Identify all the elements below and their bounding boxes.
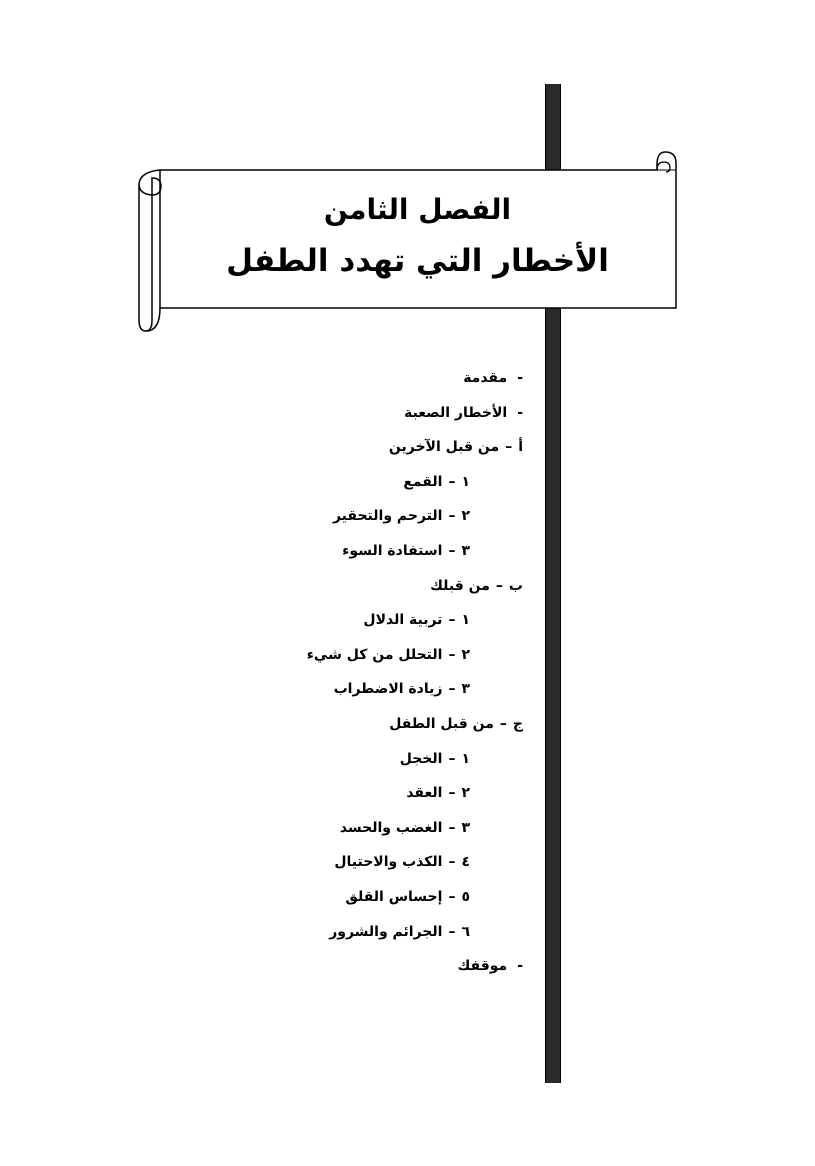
toc-item-text: من قبل الطفل bbox=[389, 716, 494, 732]
toc-item bbox=[340, 818, 470, 838]
toc-item bbox=[363, 610, 470, 630]
toc-item-text: مقدمة bbox=[463, 370, 508, 386]
scroll-banner-graphic bbox=[0, 0, 815, 340]
sign-pole-bottom bbox=[545, 303, 561, 1083]
toc-item bbox=[389, 714, 523, 734]
toc-item-number: ٤ bbox=[461, 854, 470, 870]
toc-item-text: التحلل من كل شيء bbox=[306, 647, 443, 663]
toc-item-number: ١ bbox=[461, 612, 470, 628]
chapter-label: الفصل الثامن bbox=[323, 193, 512, 226]
toc-item bbox=[403, 472, 470, 492]
toc-item-dash: – bbox=[448, 647, 456, 663]
toc-item-dash: – bbox=[448, 612, 456, 628]
toc-item-text: زيادة الاضطراب bbox=[333, 681, 443, 697]
toc-item bbox=[329, 922, 470, 942]
toc-item bbox=[463, 368, 523, 388]
toc-item-text: استفادة السوء bbox=[342, 543, 443, 559]
toc-item-dash: - bbox=[517, 370, 523, 386]
toc-item-text: موقفك bbox=[457, 958, 508, 974]
toc-item-dash: – bbox=[448, 854, 456, 870]
toc-item bbox=[345, 887, 470, 907]
toc-item-dash: – bbox=[448, 889, 456, 905]
toc-item-dash: - bbox=[517, 405, 523, 421]
toc-item bbox=[400, 749, 470, 769]
toc-item-text: العقد bbox=[406, 785, 443, 801]
toc-item bbox=[389, 437, 523, 457]
toc-item-text: من قبل الآخرين bbox=[388, 439, 500, 455]
toc-item-dash: – bbox=[448, 508, 456, 524]
toc-item-number: ١ bbox=[461, 474, 470, 490]
toc-item bbox=[334, 852, 470, 872]
toc-item-dash: – bbox=[448, 785, 456, 801]
toc-item-text: الخجل bbox=[399, 751, 443, 767]
toc-item-dash: – bbox=[448, 751, 456, 767]
toc-item-number: ٣ bbox=[461, 543, 470, 559]
toc-item-dash: – bbox=[448, 681, 456, 697]
toc-item-text: الترحم والتحقير bbox=[332, 508, 443, 524]
toc-item-text: الأخطار الصعبة bbox=[404, 405, 508, 421]
toc-item-number: أ bbox=[518, 439, 523, 455]
toc-item bbox=[342, 541, 470, 561]
toc-item-number: ٢ bbox=[461, 508, 470, 524]
toc-item-number: ٢ bbox=[461, 647, 470, 663]
toc-item-text: الغضب والحسد bbox=[339, 820, 443, 836]
toc-item-number: ٢ bbox=[461, 785, 470, 801]
toc-item-number: ج bbox=[512, 716, 523, 732]
toc-item-dash: – bbox=[448, 543, 456, 559]
toc-item bbox=[457, 956, 523, 976]
toc-item-dash: – bbox=[505, 439, 513, 455]
chapter-title: الأخطار التي تهدد الطفل bbox=[226, 243, 609, 279]
toc-item bbox=[430, 576, 523, 596]
toc-item-text: إحساس القلق bbox=[345, 889, 443, 905]
toc-item-text: تربية الدلال bbox=[363, 612, 443, 628]
toc-item-number: ب bbox=[508, 578, 523, 594]
toc-item-number: ١ bbox=[461, 751, 470, 767]
toc-item-number: ٣ bbox=[461, 820, 470, 836]
toc-item-text: من قبلك bbox=[430, 578, 490, 594]
toc-item-dash: – bbox=[448, 474, 456, 490]
toc-item-number: ٥ bbox=[461, 889, 470, 905]
toc-item bbox=[307, 645, 470, 665]
scroll-left-roll bbox=[139, 170, 161, 331]
toc-item-dash: – bbox=[499, 716, 507, 732]
toc-item-number: ٣ bbox=[461, 681, 470, 697]
toc-item bbox=[406, 783, 470, 803]
toc-item bbox=[334, 679, 470, 699]
toc-item-text: الكذب والاحتيال bbox=[334, 854, 443, 870]
scroll-banner-body bbox=[160, 152, 676, 308]
toc-item bbox=[333, 506, 470, 526]
toc-item bbox=[404, 403, 523, 423]
toc-item-text: الجرائم والشرور bbox=[329, 924, 443, 940]
toc-item-dash: – bbox=[448, 924, 456, 940]
toc-item-dash: – bbox=[495, 578, 503, 594]
toc-item-dash: - bbox=[517, 958, 523, 974]
toc-item-number: ٦ bbox=[461, 924, 470, 940]
toc-item-text: القمع bbox=[403, 474, 443, 490]
toc-item-dash: – bbox=[448, 820, 456, 836]
